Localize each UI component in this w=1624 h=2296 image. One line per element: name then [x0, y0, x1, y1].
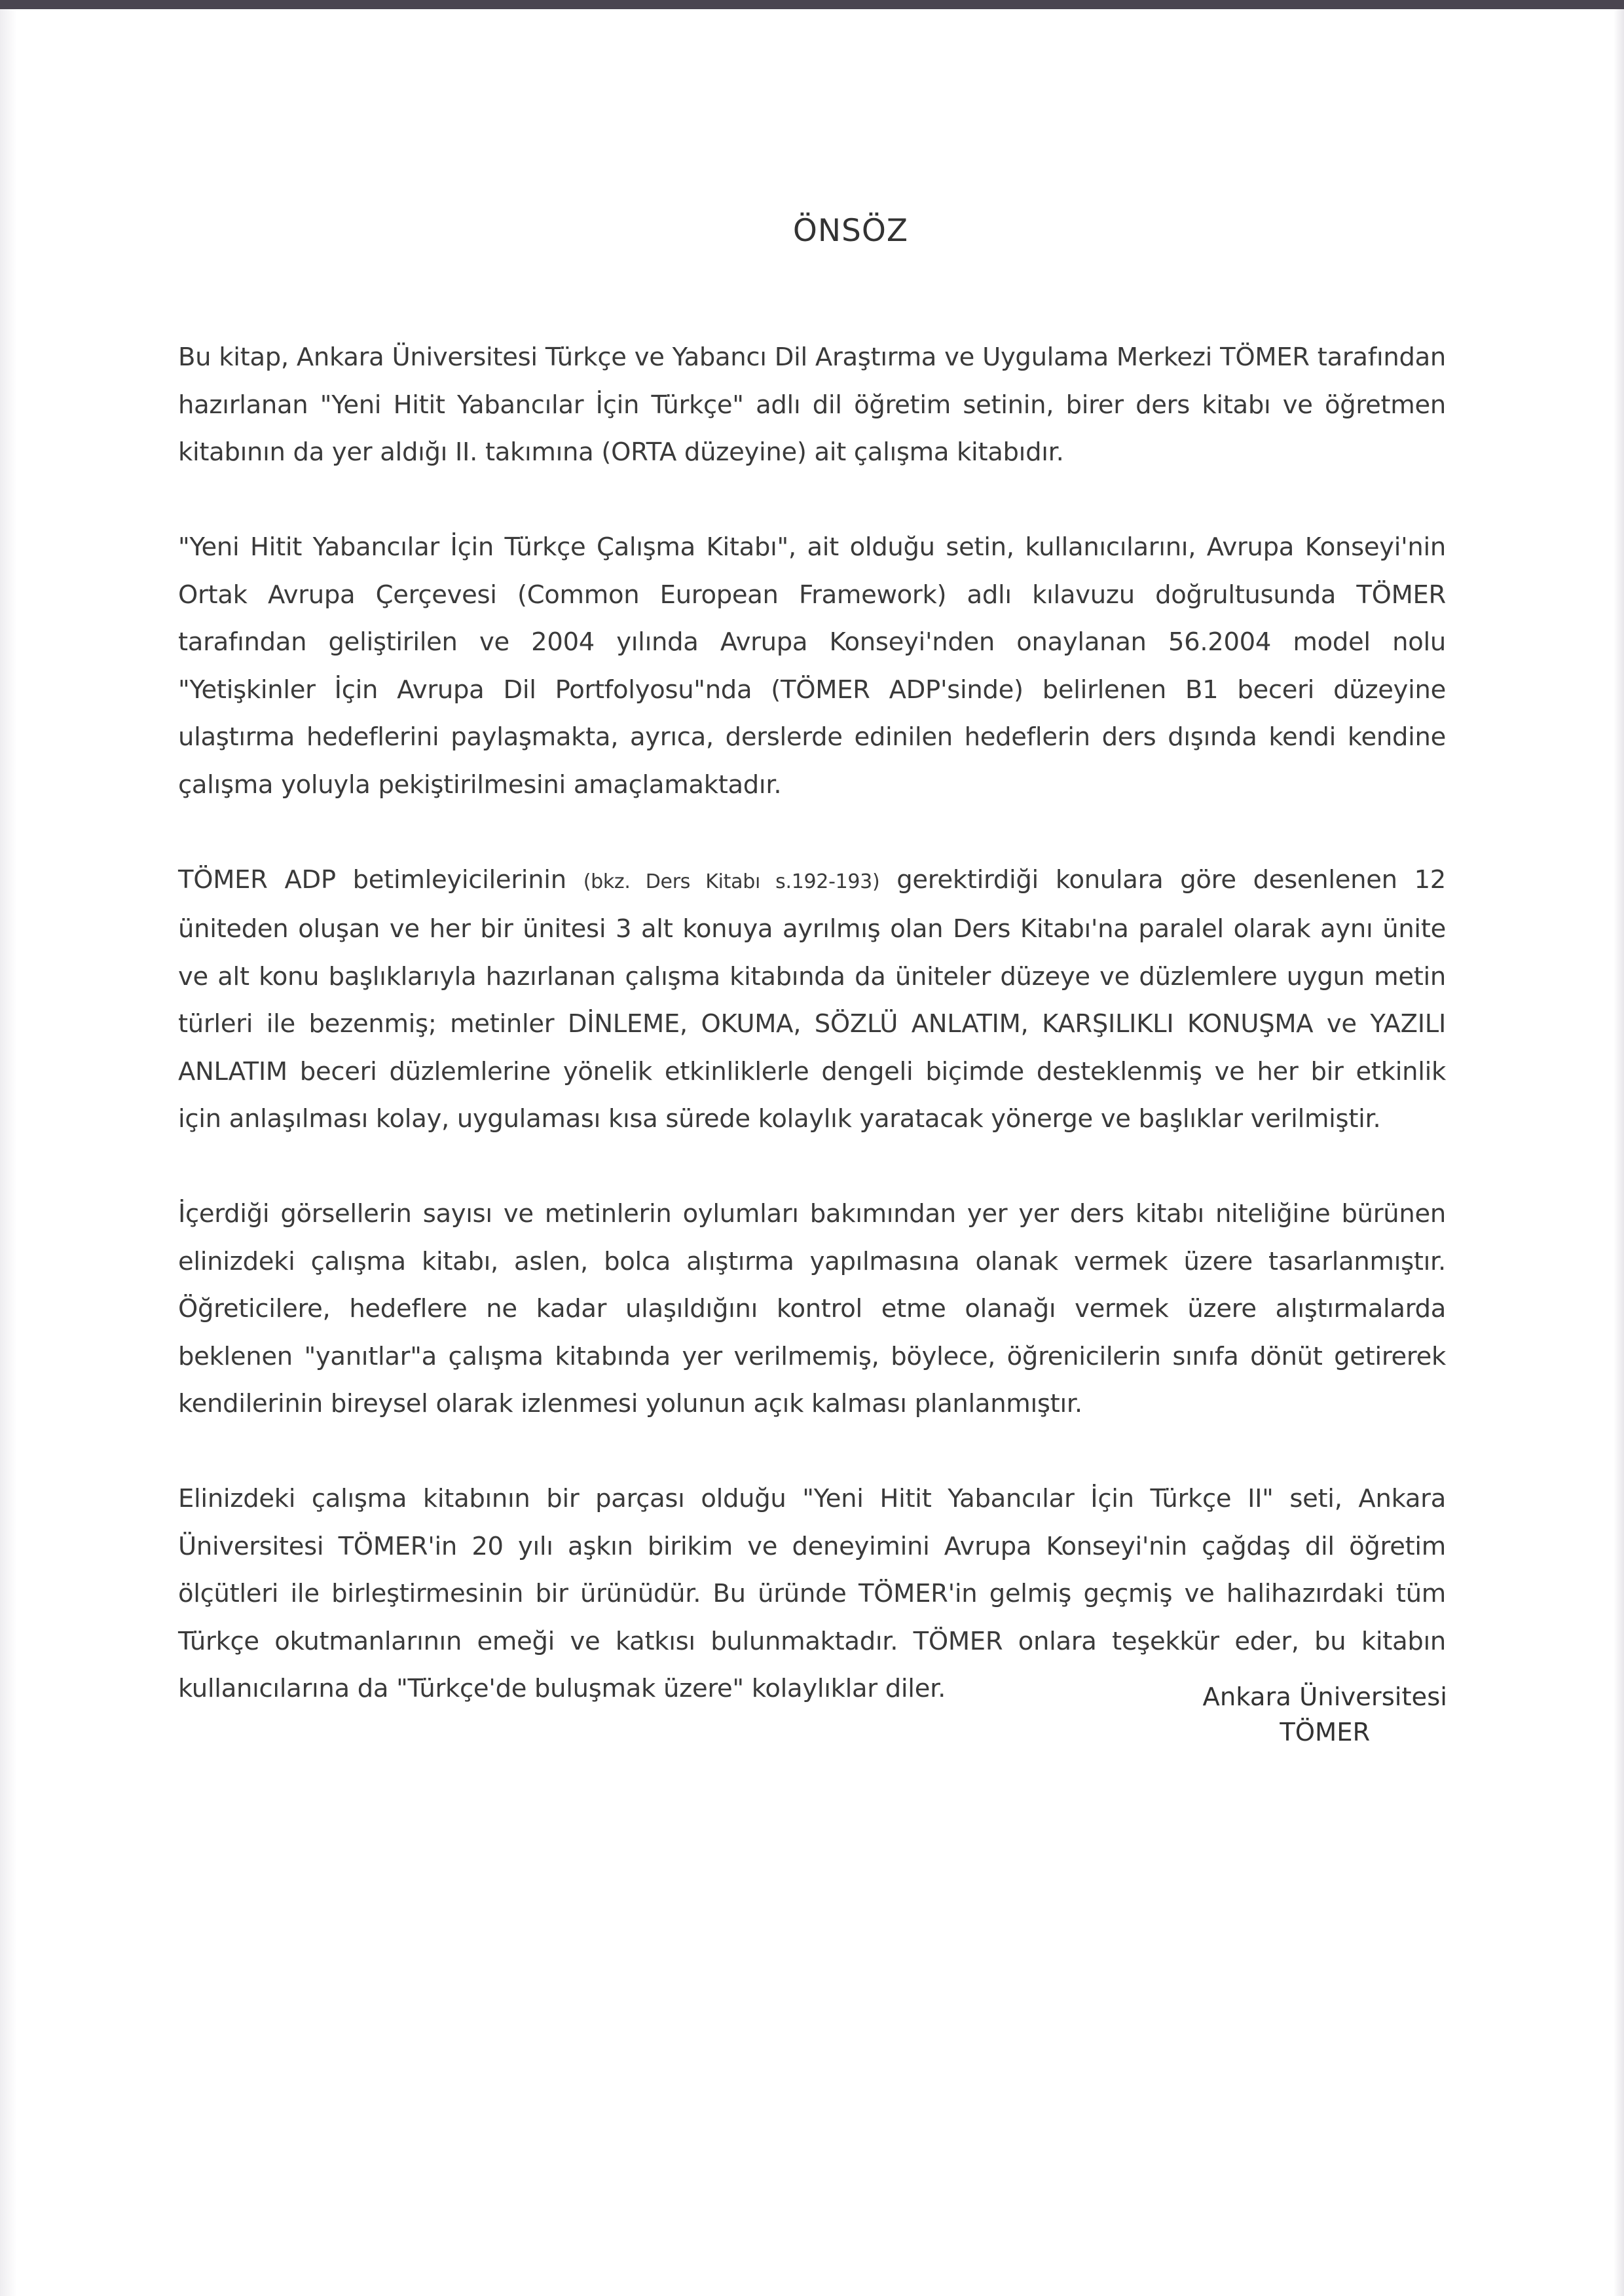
page-title: ÖNSÖZ [792, 213, 909, 249]
paragraph-3-end: gerektirdiği konulara göre desenlenen 12 üniteden oluşan ve her bir ünitesi 3 alt konuya ayrılmış olan Ders Kitabı'na paralel olarak aynı ünite ve alt konu başlıklarıyla hazırlanan çalışma kitabında da üniteler düzeye ve düzlemlere uygun metin türleri ile bezenmiş; metinler DİNLEME, OKUMA, SÖZLÜ ANLATIM, KARŞILIKLI KONUŞMA ve YAZILI ANLATIM beceri düzlemlerine yönelik etkinliklerle dengeli biçimde desteklenmiş ve her bir etkinlik için anlaşılması kolay, uygulaması kısa sürede kolaylık yaratacak yönerge ve başlıklar verilmiştir. [178, 864, 1447, 1134]
scan-right-edge [1614, 9, 1624, 2296]
paragraph-4: İçerdiği görsellerin sayısı ve metinlerin oylumları bakımından yer yer ders kitabı niteliğine bürünen elinizdeki çalışma kitabı, aslen, bolca alıştırma yapılmasına olanak vermek üzere tasarlanmıştır. Öğreticilere, hedeflere ne kadar ulaşıldığını kontrol etme olanağı vermek üzere alıştırmalarda beklenen "yanıtlar"a çalışma kitabında yer verilmemiş, böylece, öğrenicilerin sınıfa dönüt getirerek kendilerinin bireysel olarak izlenmesi yolunun açık kalması planlanmıştır. [178, 1199, 1446, 1418]
signature-unit: TÖMER [1280, 1718, 1371, 1747]
preface-body [178, 334, 1446, 1760]
paragraph-3 [178, 857, 1446, 1143]
paragraph-3-start: TÖMER ADP betimleyicilerinin [178, 864, 583, 895]
signature-block [1203, 1680, 1447, 1750]
paragraph-2: "Yeni Hitit Yabancılar İçin Türkçe Çalışma Kitabı", ait olduğu setin, kullanıcılarını, Avrupa Konseyi'nin Ortak Avrupa Çerçevesi (Common European Framework) adlı kılavuzu doğrultusunda TÖMER tarafından geliştirilen ve 2004 yılında Avrupa Konseyi'nden onaylanan 56.2004 model nolu "Yetişkinler İçin Avrupa Dil Portfolyosu"nda (TÖMER ADP'sinde) belirlenen B1 beceri düzeyine ulaştırma hedeflerini paylaşmakta, ayrıca, derslerde edinilen hedeflerin ders dışında kendi kendine çalışma yoluyla pekiştirilmesini amaçlamaktadır. [178, 532, 1446, 800]
paragraph-1: Bu kitap, Ankara Üniversitesi Türkçe ve Yabancı Dil Araştırma ve Uygulama Merkezi TÖMER tarafından hazırlanan "Yeni Hitit Yabancılar İçin Türkçe" adlı dil öğretim setinin, birer ders kitabı ve öğretmen kitabının da yer aldığı II. takımına (ORTA düzeyine) ait çalışma kitabıdır. [178, 343, 1446, 467]
paragraph-5: Elinizdeki çalışma kitabının bir parçası olduğu "Yeni Hitit Yabancılar İçin Türkçe II" seti, Ankara Üniversitesi TÖMER'in 20 yılı aşkın birikim ve deneyimini Avrupa Konseyi'nin çağdaş dil öğretim ölçütleri ile birleştirmesinin bir ürünüdür. Bu üründe TÖMER'in gelmiş geçmiş ve halihazırdaki tüm Türkçe okutmanlarının emeği ve katkısı bulunmaktadır. TÖMER onlara teşekkür eder, bu kitabın kullanıcılarına da "Türkçe'de buluşmak üzere" kolaylıklar diler. [178, 1484, 1446, 1703]
scan-left-edge [0, 9, 17, 2296]
scan-top-edge [0, 0, 1624, 9]
signature-institution: Ankara Üniversitesi [1202, 1682, 1447, 1712]
reference-note: (bkz. Ders Kitabı s.192-193) [583, 870, 880, 893]
